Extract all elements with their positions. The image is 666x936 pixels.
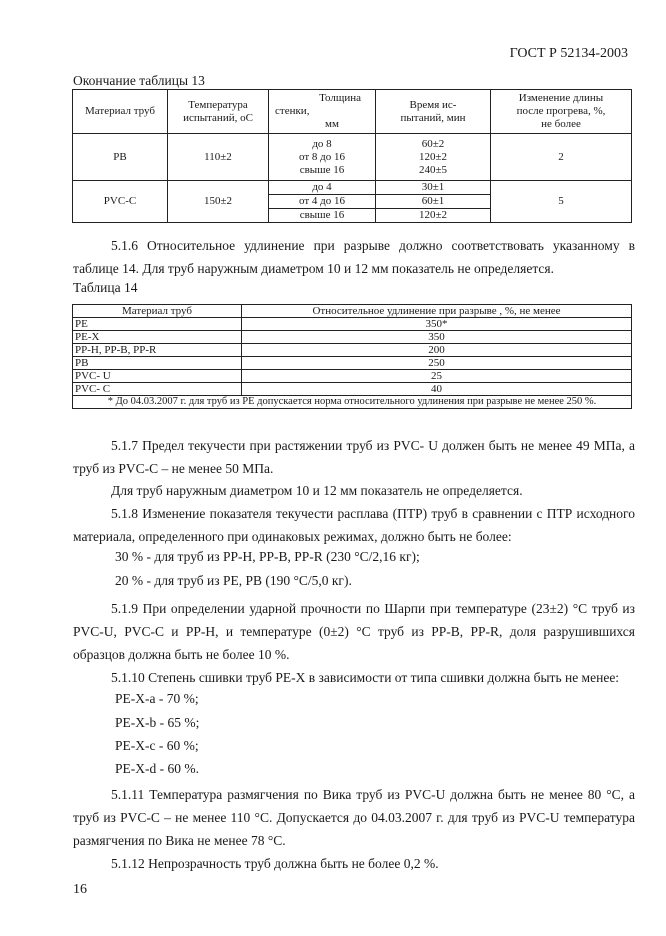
t14-value: 250 xyxy=(242,357,632,370)
paragraph-5-1-7: 5.1.7 Предел текучести при растяжении труб из PVC- U должен быть не менее 49 МПа, а труб из PVC-C – не менее 50 МПа. xyxy=(73,438,635,476)
table-row xyxy=(73,344,632,357)
t14-material: PVC- U xyxy=(73,370,242,383)
table-row xyxy=(73,318,632,331)
t13-temperature: 150±2 xyxy=(168,181,269,223)
paragraph-5-1-6: 5.1.6 Относительное удлинение при разрыве должно соответствовать указанному в таблице 14. Для труб наружным диаметром 10 и 12 мм показатель не определяется. xyxy=(73,238,635,276)
t13-header-time: Время ис- пытаний, мин xyxy=(376,90,491,134)
ptr-limit-20: 20 % - для труб из PE, PB (190 °С/5,0 кг). xyxy=(115,573,352,588)
t13-header-temperature: Температура испытаний, оС xyxy=(168,90,269,134)
t13-header-change: Изменение длины после прогрева, %, не более xyxy=(491,90,632,134)
t14-material: PP-H, PP-B, PP-R xyxy=(73,344,242,357)
t13-thickness: до 4 от 4 до 16 свыше 16 xyxy=(269,181,376,223)
t14-value: 350 xyxy=(242,331,632,344)
table14-caption: Таблица 14 xyxy=(73,280,138,295)
table-14 xyxy=(72,304,632,409)
t14-material: PE-X xyxy=(73,331,242,344)
crosslink-a: PE-X-a - 70 %; xyxy=(115,691,199,706)
paragraph-5-1-9: 5.1.9 При определении ударной прочности по Шарпи при температуре (23±2) °С труб из PVC-U, PVC-C и PP-H, и температуре (0±2) °С труб из PP-B, PP-R, доля разрушившихся образцов должна быть не более 10 %. xyxy=(73,601,635,662)
table-row xyxy=(73,181,632,223)
table-row xyxy=(73,370,632,383)
t14-material: PE xyxy=(73,318,242,331)
t14-header-material: Материал труб xyxy=(73,305,242,318)
t13-time: 60±2 120±2 240±5 xyxy=(376,134,491,181)
paragraph-5-1-8: 5.1.8 Изменение показателя текучести расплава (ПТР) труб в сравнении с ПТР исходного материала, определенного при одинаковых режимах, должно быть не более: xyxy=(73,506,635,544)
t14-value: 40 xyxy=(242,383,632,396)
t13-temperature: 110±2 xyxy=(168,134,269,181)
t14-value: 25 xyxy=(242,370,632,383)
t14-material: PB xyxy=(73,357,242,370)
t14-value: 350* xyxy=(242,318,632,331)
t13-header-thickness: Толщина стенки, мм xyxy=(269,90,376,134)
paragraph-5-1-12: 5.1.12 Непрозрачность труб должна быть не более 0,2 %. xyxy=(111,856,439,871)
t13-material: PB xyxy=(73,134,168,181)
page-number: 16 xyxy=(73,882,87,897)
t13-change: 2 xyxy=(491,134,632,181)
table-row xyxy=(73,134,632,181)
crosslink-b: PE-X-b - 65 %; xyxy=(115,715,200,730)
paragraph-5-1-11: 5.1.11 Температура размягчения по Вика труб из PVC-U должна быть не менее 80 °С, а труб из PVC-C – не менее 110 °С. Допускается до 04.03.2007 г. для труб из PVC-U температура размягчения по Вика не менее 78 °С. xyxy=(73,787,635,848)
t13-thickness: до 8 от 8 до 16 свыше 16 xyxy=(269,134,376,181)
t13-change: 5 xyxy=(491,181,632,223)
crosslink-d: PE-X-d - 60 %. xyxy=(115,761,199,776)
paragraph-5-1-7-note: Для труб наружным диаметром 10 и 12 мм показатель не определяется. xyxy=(111,483,523,498)
table-row xyxy=(73,331,632,344)
t13-material: PVC-C xyxy=(73,181,168,223)
t14-header-elongation: Относительное удлинение при разрыве , %, не менее xyxy=(242,305,632,318)
table-13 xyxy=(72,89,632,223)
paragraph-5-1-10: 5.1.10 Степень сшивки труб PE-X в зависимости от типа сшивки должна быть не менее: xyxy=(111,670,620,685)
ptr-limit-30: 30 % - для труб из PP-H, PP-B, PP-R (230 °С/2,16 кг); xyxy=(115,549,420,564)
t13-time: 30±1 60±1 120±2 xyxy=(376,181,491,223)
crosslink-c: PE-X-c - 60 %; xyxy=(115,738,199,753)
t14-material: PVC- C xyxy=(73,383,242,396)
t14-value: 200 xyxy=(242,344,632,357)
standard-number: ГОСТ Р 52134-2003 xyxy=(509,46,628,61)
table13-caption: Окончание таблицы 13 xyxy=(73,73,205,88)
table-row xyxy=(73,357,632,370)
table-row xyxy=(73,383,632,396)
t13-header-material: Материал труб xyxy=(73,90,168,134)
t14-footnote: * До 04.03.2007 г. для труб из PE допускается норма относительного удлинения при разрыве не менее 250 %. xyxy=(73,396,632,409)
